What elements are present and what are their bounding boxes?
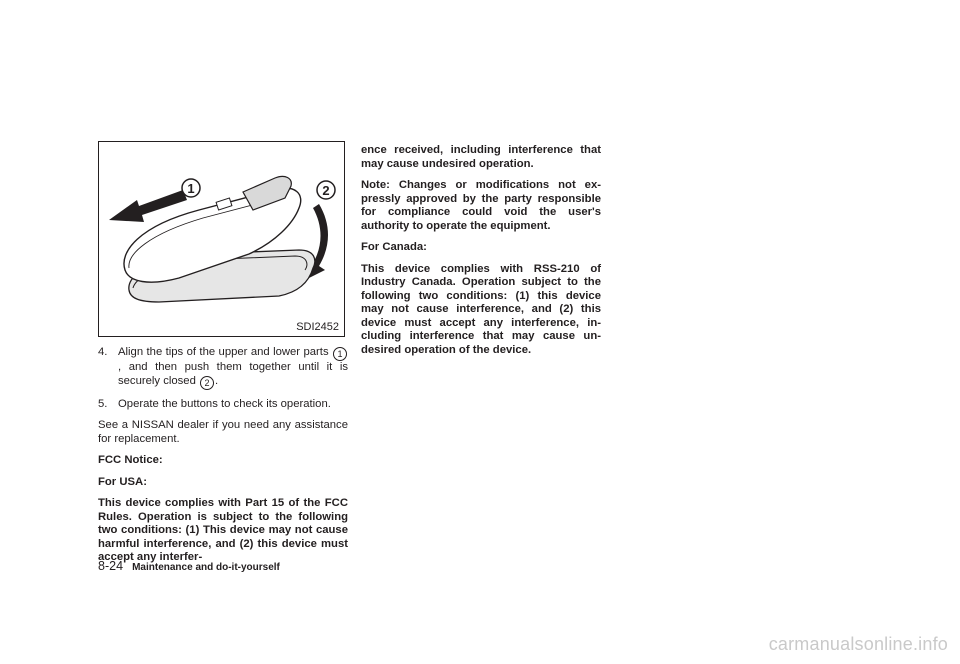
- step-4: [98, 346, 348, 390]
- step-4-text-b: , and then push them together until it is securely closed: [118, 361, 348, 387]
- callout-2-label: 2: [322, 183, 330, 198]
- step-5: [98, 398, 348, 412]
- page-footer: [98, 559, 280, 573]
- circled-2-icon: 2: [200, 376, 214, 390]
- fcc-note: Note: Changes or modifications not ex- pressly approved by the party responsible for compliance could void the user's authority to operate the equipment.: [361, 179, 601, 232]
- section-title: Maintenance and do-it-yourself: [132, 562, 280, 573]
- fcc-heading: FCC Notice:: [98, 454, 163, 466]
- callout-1-label: 1: [187, 181, 195, 196]
- watermark: carmanualsonline.info: [768, 634, 948, 654]
- dealer-note: See a NISSAN dealer if you need any assistance for replacement.: [98, 419, 348, 445]
- usa-heading: For USA:: [98, 475, 147, 488]
- key-fob-drawing: [99, 142, 344, 336]
- step-4-number: 4.: [98, 346, 108, 358]
- right-column: [361, 144, 601, 365]
- step-4-text-a: Align the tips of the upper and lower parts: [118, 346, 329, 358]
- canada-text: This device complies with RSS-210 of Industry Canada. Operation subject to the following two conditions: (1) this device may not cause interference, and (2) this device must accept any interference, in- cluding interference that may cause un- desired operation of the device.: [361, 262, 601, 356]
- usa-text-continued: ence received, including interference that may cause undesired operation.: [361, 144, 601, 170]
- step-5-number: 5.: [98, 397, 108, 410]
- left-column: [98, 346, 348, 573]
- step-4-text-c: .: [215, 374, 219, 387]
- page-number: 8-24: [98, 559, 124, 573]
- canada-heading: For Canada:: [361, 241, 427, 253]
- circled-1-icon: 1: [333, 347, 347, 361]
- step-5-text: Operate the buttons to check its operation.: [118, 397, 331, 410]
- figure-code: SDI2452: [296, 321, 339, 333]
- usa-text: This device complies with Part 15 of the FCC Rules. Operation is subject to the following two conditions: (1) This device may not cause harmful interference, and (2) this device must accept any interfer-: [98, 497, 348, 563]
- key-fob-illustration: [98, 141, 345, 337]
